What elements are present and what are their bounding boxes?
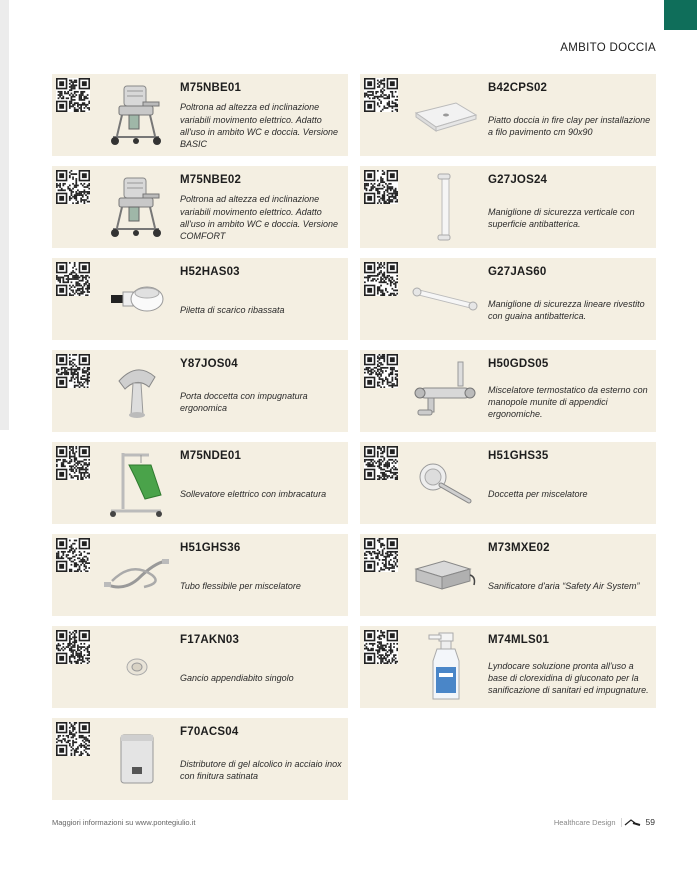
product-card-g27jas60 (360, 258, 656, 340)
product-description (180, 192, 344, 244)
shower-chair-icon (102, 78, 172, 152)
product-code: M75NBE01 (180, 82, 242, 94)
hook-icon (102, 630, 172, 704)
qr-code-icon[interactable] (56, 446, 90, 480)
product-description (180, 652, 344, 704)
product-description (180, 744, 344, 796)
product-code: B42CPS02 (488, 82, 548, 94)
footer-brand-text: Healthcare Design (553, 817, 616, 827)
product-description-text: Gancio appendiabito singolo (180, 672, 294, 683)
product-description (488, 652, 652, 704)
product-card-h52has03 (52, 258, 348, 340)
section-title: AMBITO DOCCIA (560, 42, 656, 54)
qr-code-icon[interactable] (364, 446, 398, 480)
product-description-text: Poltrona ad altezza ed inclinazione variabili movimento elettrico. Adatto all'uso in ambito WC e doccia. Versione COMFORT (180, 194, 338, 242)
product-code: M75NDE01 (180, 450, 242, 462)
product-code: G27JOS24 (488, 174, 548, 186)
shower-tray-icon (410, 78, 480, 152)
shower-holder-icon (102, 354, 172, 428)
product-description (180, 376, 344, 428)
spray-bottle-icon (410, 630, 480, 704)
product-description-text: Sanificatore d'aria “Safety Air System” (488, 580, 640, 591)
product-description-text: Doccetta per miscelatore (488, 488, 588, 499)
product-code: M75NBE02 (180, 174, 242, 186)
qr-code-icon[interactable] (56, 630, 90, 664)
product-description (180, 100, 344, 152)
product-card-g27jos24 (360, 166, 656, 248)
qr-code-icon[interactable] (56, 354, 90, 388)
product-code: F17AKN03 (180, 634, 240, 646)
product-description-text: Sollevatore elettrico con imbracatura (180, 488, 327, 499)
hand-shower-icon (410, 446, 480, 520)
qr-code-icon[interactable] (364, 262, 398, 296)
horizontal-grab-bar-icon (410, 262, 480, 336)
product-card-h51ghs35 (360, 442, 656, 524)
qr-code-icon[interactable] (364, 630, 398, 664)
product-description-text: Tubo flessibile per miscelatore (180, 580, 301, 591)
brand-logo-icon (621, 818, 641, 827)
section-color-tab (664, 0, 697, 30)
qr-code-icon[interactable] (56, 170, 90, 204)
product-code: H50GDS05 (488, 358, 549, 370)
qr-code-icon[interactable] (56, 78, 90, 112)
product-card-y87jos04 (52, 350, 348, 432)
product-card-f17akn03 (52, 626, 348, 708)
qr-code-icon[interactable] (56, 722, 90, 756)
product-description (488, 560, 652, 612)
mixer-tap-icon (410, 354, 480, 428)
product-description (488, 100, 652, 152)
product-card-h51ghs36 (52, 534, 348, 616)
page-number: 59 (645, 817, 655, 827)
product-card-m74mls01 (360, 626, 656, 708)
product-code: H51GHS35 (488, 450, 549, 462)
product-card-m73mxe02 (360, 534, 656, 616)
product-description-text: Piatto doccia in fire clay per installazione a filo pavimento cm 90x90 (488, 114, 651, 137)
air-sanitizer-icon (410, 538, 480, 612)
product-description (488, 468, 652, 520)
product-card-b42cps02 (360, 74, 656, 156)
product-description (180, 468, 344, 520)
product-card-m75nbe01 (52, 74, 348, 156)
product-description-text: Lyndocare soluzione pronta all'uso a base di clorexidina di gluconato per la sanificazione di sanitari ed impugnature. (488, 660, 649, 696)
product-code: H51GHS36 (180, 542, 241, 554)
qr-code-icon[interactable] (56, 538, 90, 572)
product-description-text: Poltrona ad altezza ed inclinazione variabili movimento elettrico. Adatto all'uso in ambito WC e doccia. Versione BASIC (180, 102, 338, 150)
qr-code-icon[interactable] (364, 170, 398, 204)
product-code: F70ACS04 (180, 726, 239, 738)
qr-code-icon[interactable] (364, 538, 398, 572)
product-card-m75nbe02 (52, 166, 348, 248)
product-description-text: Maniglione di sicurezza verticale con superficie antibatterica. (488, 206, 635, 229)
product-description (488, 284, 652, 336)
product-card-m75nde01 (52, 442, 348, 524)
product-description-text: Maniglione di sicurezza lineare rivestito con guaina antibatterica. (488, 298, 645, 321)
product-description (488, 192, 652, 244)
product-description (180, 284, 344, 336)
product-card-f70acs04 (52, 718, 348, 800)
product-code: H52HAS03 (180, 266, 240, 278)
shower-chair-icon (102, 170, 172, 244)
footer-info: Maggiori informazioni su www.pontegiulio.it (52, 818, 196, 827)
qr-code-icon[interactable] (56, 262, 90, 296)
page-edge-strip (0, 0, 9, 430)
product-description-text: Piletta di scarico ribassata (180, 304, 285, 315)
qr-code-icon[interactable] (364, 354, 398, 388)
gel-dispenser-icon (102, 722, 172, 796)
drain-icon (102, 262, 172, 336)
product-code: Y87JOS04 (180, 358, 238, 370)
footer-brand (554, 817, 655, 827)
qr-code-icon[interactable] (364, 78, 398, 112)
product-card-h50gds05 (360, 350, 656, 432)
product-description (488, 376, 652, 428)
product-description-text: Miscelatore termostatico da esterno con manopole munite di appendici ergonomiche. (488, 384, 648, 420)
product-description (180, 560, 344, 612)
product-code: M74MLS01 (488, 634, 550, 646)
product-code: G27JAS60 (488, 266, 547, 278)
product-description-text: Distributore di gel alcolico in acciaio inox con finitura satinata (180, 758, 342, 781)
vertical-grab-bar-icon (410, 170, 480, 244)
patient-lift-icon (102, 446, 172, 520)
product-code: M73MXE02 (488, 542, 550, 554)
flexible-hose-icon (102, 538, 172, 612)
product-description-text: Porta doccetta con impugnatura ergonomica (180, 390, 308, 413)
